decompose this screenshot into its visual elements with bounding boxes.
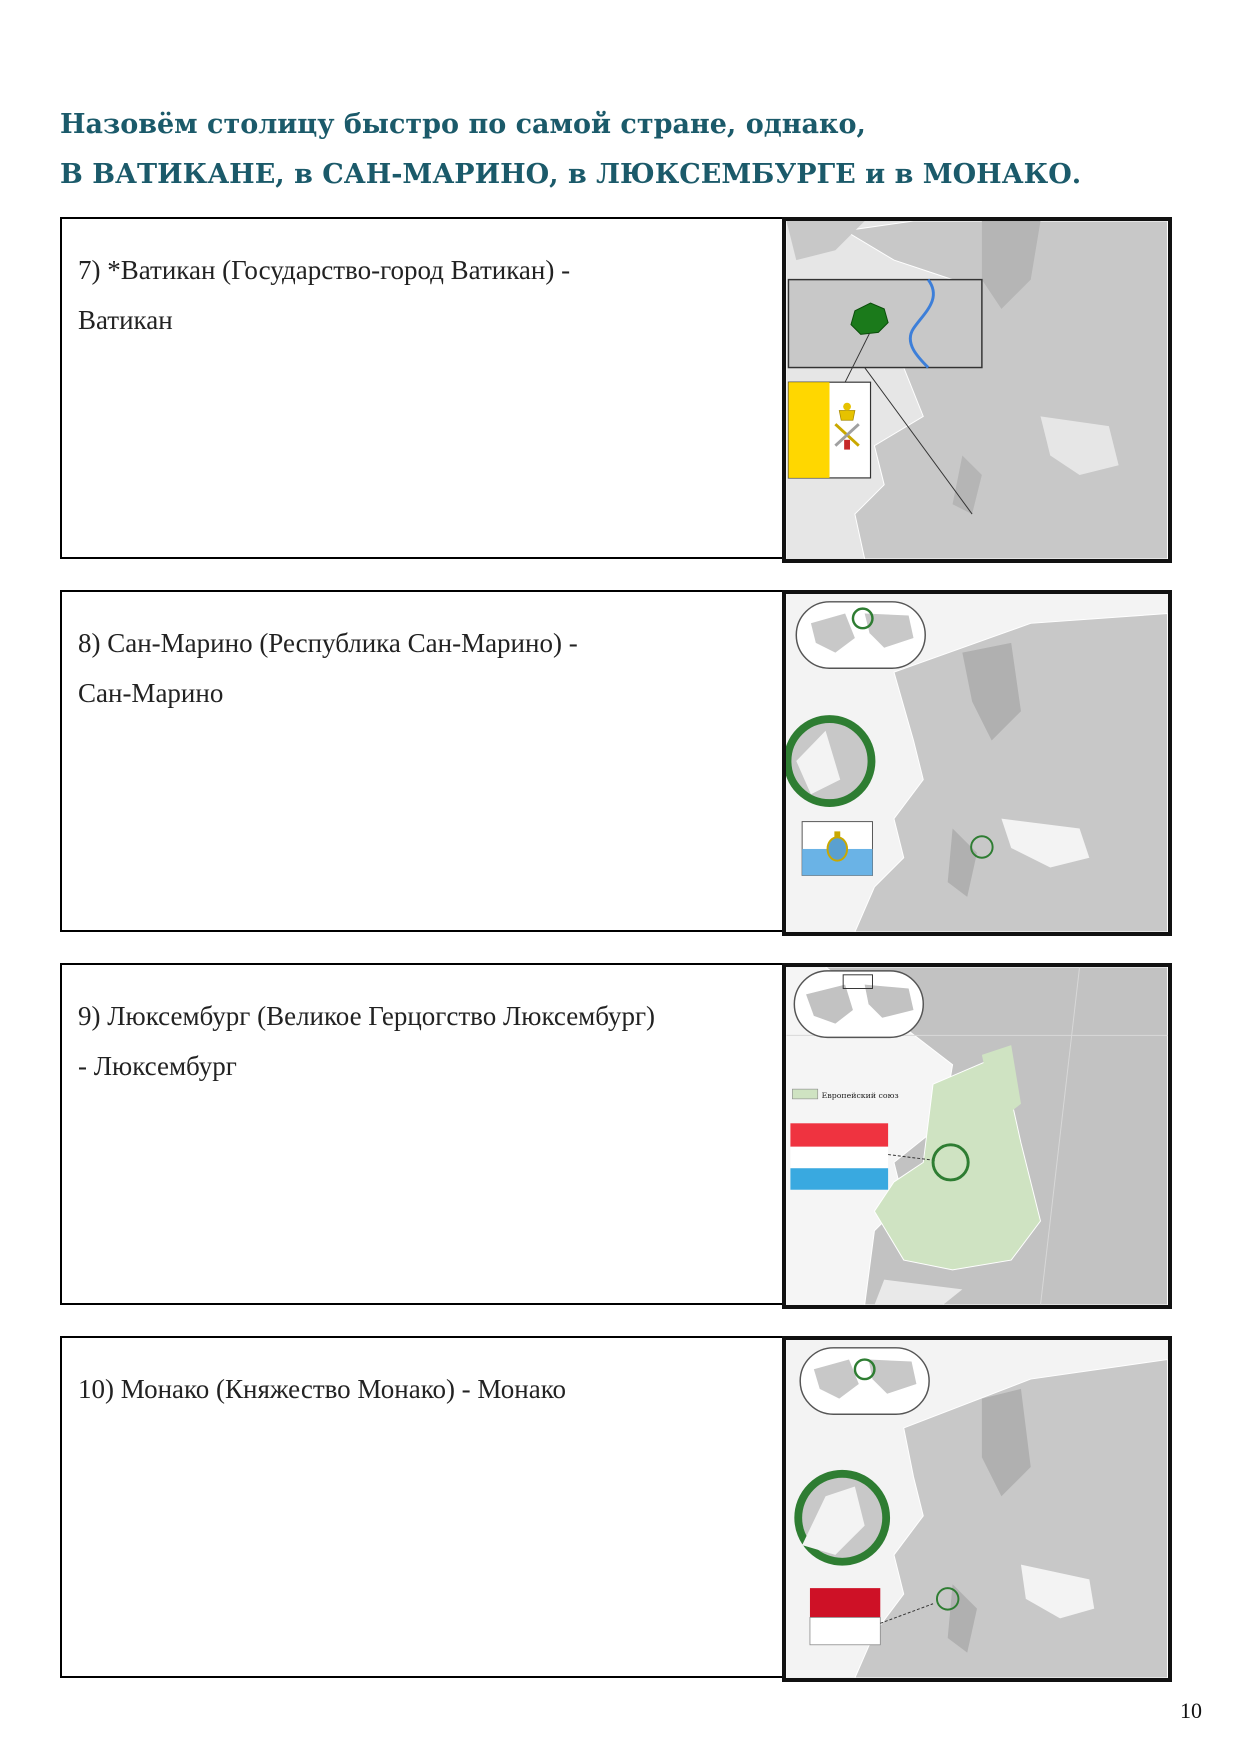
card-line-2: Сан-Марино (78, 678, 224, 708)
luxembourg-location-map (782, 963, 1172, 1309)
card-line-1: 7) *Ватикан (Государство-город Ватикан) - (78, 255, 571, 285)
card-line-1: 10) Монако (Княжество Монако) - Монако (78, 1374, 566, 1404)
heading-line-1: Назовём столицу быстро по самой стране, однако, (60, 109, 866, 140)
country-card-luxembourg (60, 963, 1172, 1305)
europe-map-luxembourg (786, 967, 1168, 1305)
europe-map-monaco (786, 1340, 1168, 1678)
card-text (78, 991, 778, 1091)
country-card-san-marino (60, 590, 1172, 932)
europe-map-san-marino (786, 594, 1168, 932)
country-card-monaco (60, 1336, 1172, 1678)
card-line-1: 8) Сан-Марино (Республика Сан-Марино) - (78, 628, 578, 658)
vatican-location-map (782, 217, 1172, 563)
card-line-1: 9) Люксембург (Великое Герцогство Люксембург) (78, 1001, 656, 1031)
europe-map-vatican (786, 221, 1168, 559)
page-number: 10 (1180, 1698, 1202, 1723)
card-line-2: - Люксембург (78, 1051, 237, 1081)
san-marino-location-map (782, 590, 1172, 936)
page-heading (60, 100, 1180, 200)
card-text (78, 618, 778, 718)
monaco-location-map (782, 1336, 1172, 1682)
eu-legend-label: Европейский союз (821, 1090, 899, 1100)
card-text (78, 245, 778, 345)
heading-line-2: В ВАТИКАНЕ, в САН-МАРИНО, в ЛЮКСЕМБУРГЕ и в МОНАКО. (60, 159, 1082, 190)
card-text (78, 1364, 778, 1414)
country-card-vatican (60, 217, 1172, 559)
card-line-2: Ватикан (78, 305, 173, 335)
